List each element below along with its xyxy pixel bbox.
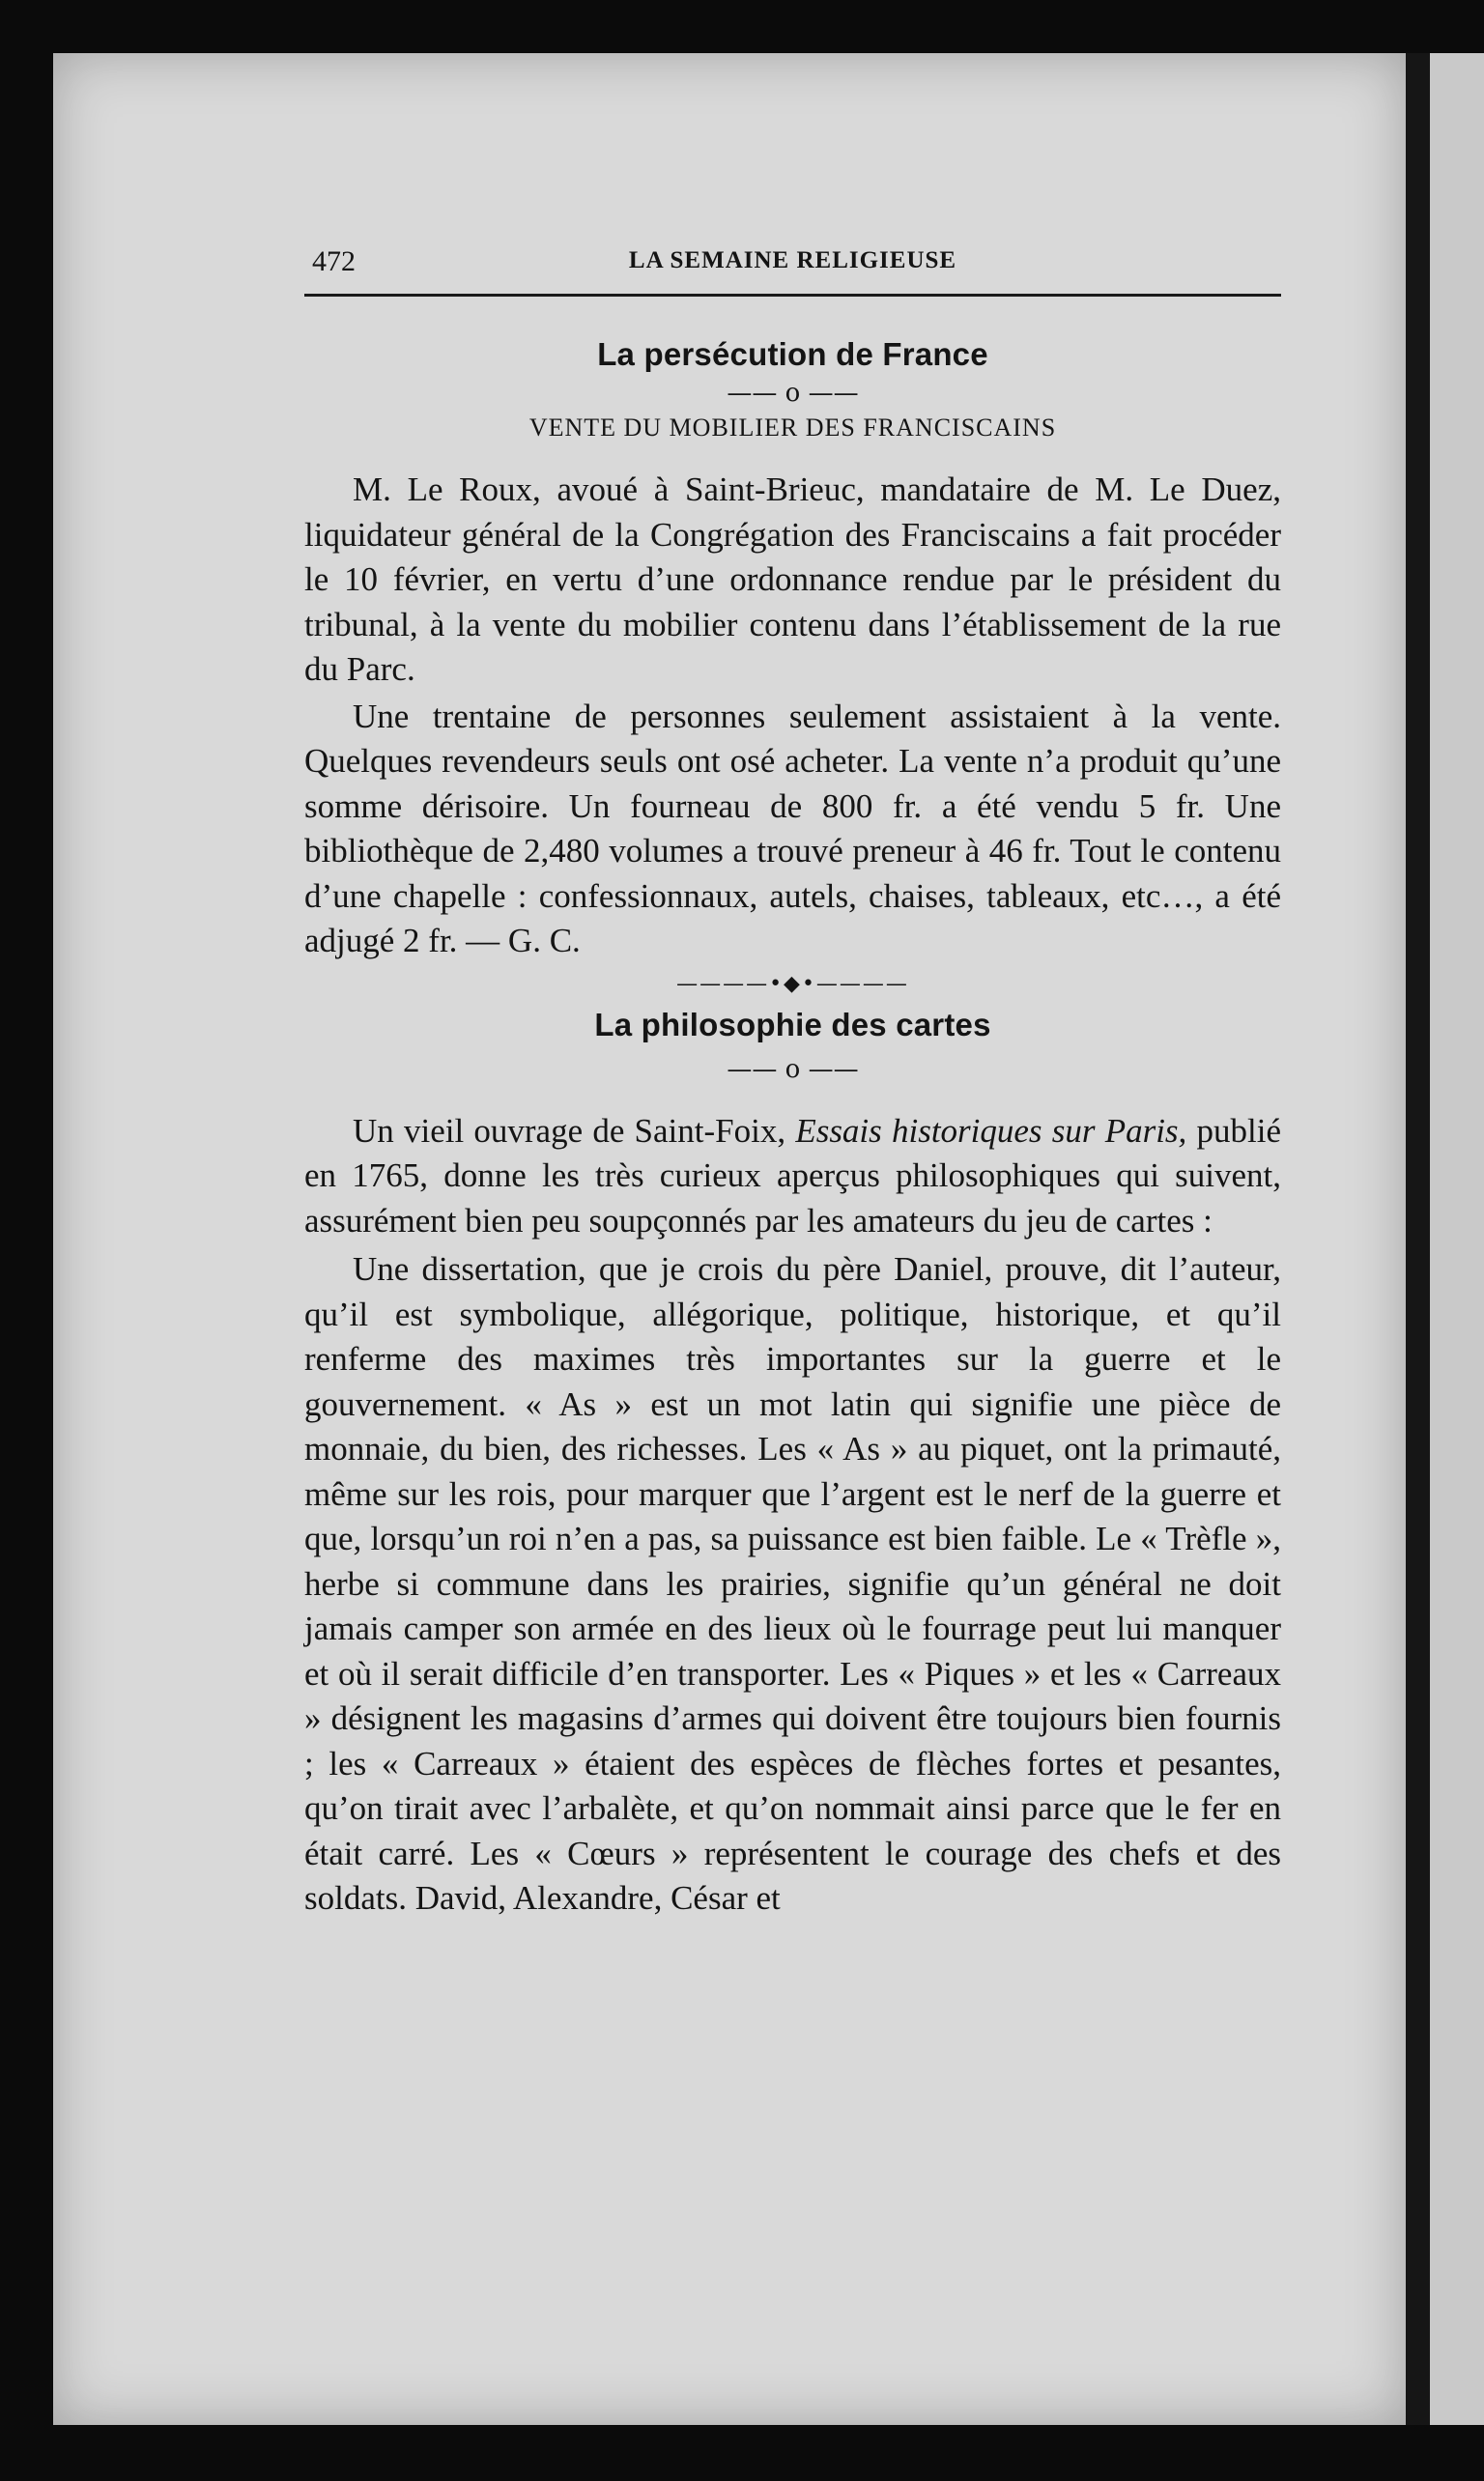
intro-after-italic: publié en 1765, donne les très curieux aperçus philosophiques qui suivent, assurément bien peu soupçonnés par les amateurs du jeu de cartes : <box>304 1111 1282 1240</box>
article2-title: La philosophie des cartes <box>594 1006 991 1042</box>
journal-title: LA SEMAINE RELIGIEUSE <box>628 247 957 273</box>
intro-before-italic: Un vieil ouvrage de Saint-Foix, <box>353 1111 796 1150</box>
article1-subtitle: VENTE DU MOBILIER DES FRANCISCAINS <box>528 414 1057 442</box>
article2-paragraph-1 <box>304 1109 1281 1244</box>
article1-paragraph-1: M. Le Roux, avoué à Saint-Brieuc, mandataire de M. Le Duez, liquidateur général de la Congrégation des Franciscains a fait procéder le 10 février, en vertu d’une ordonnance rendue par le président du tribunal, à la vente du mobilier contenu dans l’établissement de la rue du Parc. <box>304 471 1281 688</box>
page-number: 472 <box>312 245 356 277</box>
book-gutter <box>1406 53 1430 2425</box>
section-divider: ————•◆•———— <box>676 971 909 996</box>
article1-ornament: —— o —— <box>727 379 859 408</box>
article1-paragraph-2: Une trentaine de personnes seulement assistaient à la vente. Quelques revendeurs seuls ont osé acheter. La vente n’a produit qu’une somme dérisoire. Un fourneau de 800 fr. a été vendu 5 fr. Une bibliothèque de 2,480 volumes a trouvé preneur à 46 fr. Tout le contenu d’une chapelle : confessionnaux, autels, chaises, tableaux, etc…, a été adjugé 2 fr. — G. C. <box>304 697 1281 959</box>
page-content <box>304 232 1281 1922</box>
article2-paragraph-2: Une dissertation, que je crois du père Daniel, prouve, dit l’auteur, qu’il est symbolique, allégorique, politique, historique, et qu’il renferme des maximes très importantes sur la guerre et le gouvernement. « As » est un mot latin qui signifie une pièce de monnaie, du bien, des richesses. Les « As » au piquet, ont la primauté, même sur les rois, pour marquer que l’argent est le nerf de la guerre et que, lorsqu’un roi n’en a pas, sa puissance est bien faible. Le « Trèfle », herbe si commune dans les prairies, signifie qu’un général ne doit jamais camper son armée en des lieux où le fourrage peut lui manquer et où il serait difficile d’en transporter. Les « Piques » et les « Carreaux » désignent les magasins d’armes qui doivent être toujours bien fournis ; les « Carreaux » étaient des espèces de flèches fortes et pesantes, qu’on tirait avec l’arbalète, et qu’on nommait ainsi parce que le fer en était carré. Les « Cœurs » représentent le courage des chefs et des soldats. David, Alexandre, César et <box>304 1250 1281 1917</box>
book-title-italic: Essais historiques sur Paris, <box>795 1111 1187 1150</box>
running-head <box>304 232 1281 290</box>
article2-ornament: —— o —— <box>727 1054 859 1084</box>
next-page-edge <box>1430 53 1484 2425</box>
header-rule <box>304 294 1281 297</box>
article1-title: La persécution de France <box>597 336 988 372</box>
